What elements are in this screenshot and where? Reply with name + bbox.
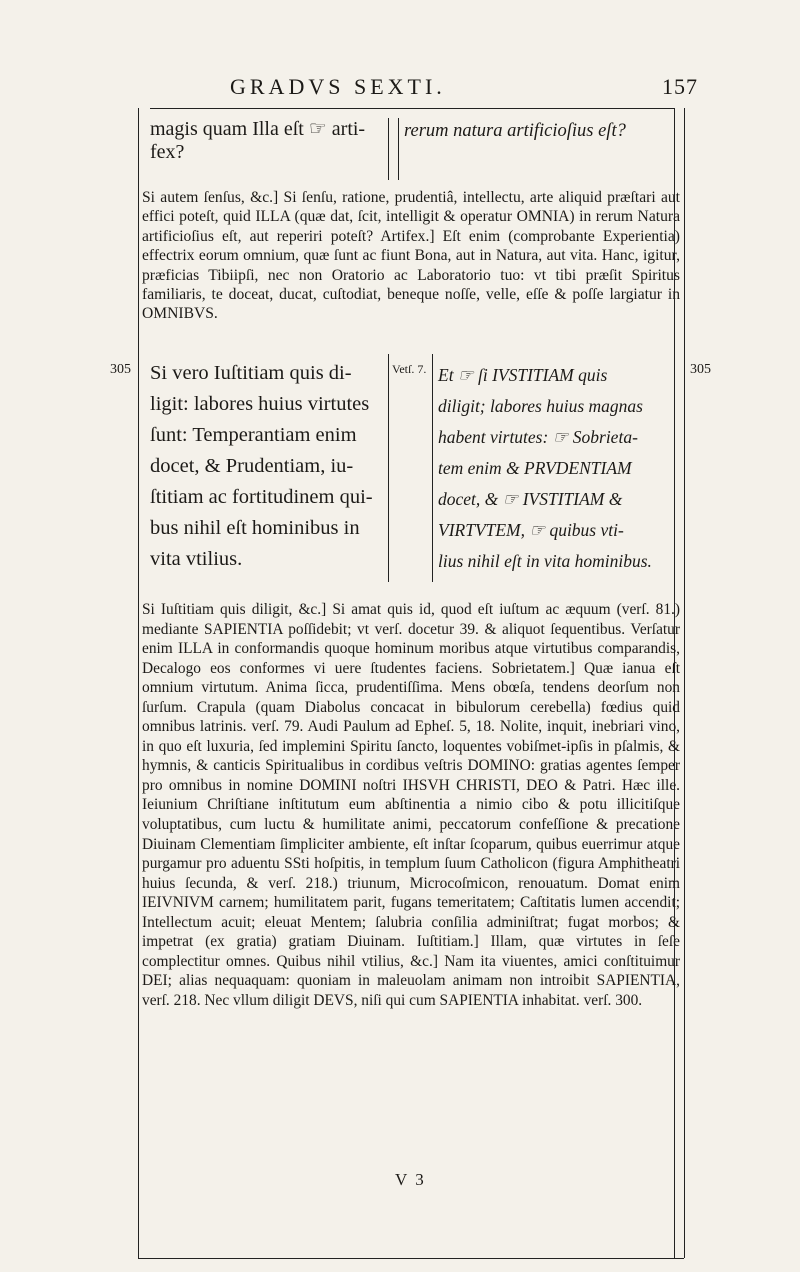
block1-right-line: rerum natura artificioſius eſt? — [404, 121, 626, 141]
block1-right-text — [404, 120, 672, 144]
verse-reference: Vetſ. 7. — [392, 362, 427, 376]
block2-right-line: diligit; labores huius magnas — [438, 396, 643, 416]
commentary-1-text: Si autem ſenſus, &c.] Si ſenſu, ratione, prudentiâ, intellectu, arte aliquid præſtari aut effici poteſt, quid ILLA (quæ dat, ſcit, intelligit & operatur OMNIA) in rerum Natura artificioſius eſt, aut reperiri poteſt? Artifex.] Eſt enim (comprobante Experientia) effectrix eorum omnium, quæ ſunt ac fiunt Bona, aut in Natura, aut vita. Hanc, igitur, præficias Tibiipſi, nec non Oratorio ac Laboratorio tuo: vt tibi præſit Spiritus familiaris, te doceat, ducat, cuſtodiat, beneque noſſe, velle, eſſe & poſſe largiatur in OMNIBVS. — [142, 189, 680, 323]
block1-left-line: fex? — [150, 141, 185, 163]
column-divider-1a — [388, 118, 389, 180]
block2-left-line: vita vtilius. — [150, 548, 243, 570]
block2-right-line: lius nihil eſt in vita hominibus. — [438, 551, 652, 571]
left-margin-number: 305 — [110, 362, 131, 377]
outer-border-rule — [684, 108, 685, 1258]
left-border-rule — [138, 108, 139, 1258]
block2-left-line: docet, & Prudentiam, iu- — [150, 455, 354, 477]
block2-right-line: Et ☞ ſi IVSTITIAM quis — [438, 365, 608, 385]
page-number: 157 — [662, 74, 698, 99]
header-rule — [150, 108, 674, 109]
block2-right-line: tem enim & PRVDENTIAM — [438, 458, 632, 478]
running-head-title: GRADVS SEXTI. — [230, 74, 446, 99]
block2-left-line: bus nihil eſt hominibus in — [150, 517, 360, 539]
bottom-rule — [138, 1258, 684, 1259]
block2-left-line: Si vero Iuſtitiam quis di- — [150, 362, 352, 384]
column-divider-1b — [398, 118, 399, 180]
commentary-2 — [142, 600, 680, 1010]
block2-left-line: ligit: labores huius virtutes — [150, 393, 370, 415]
right-margin-number: 305 — [690, 362, 711, 377]
commentary-1 — [142, 188, 680, 324]
commentary-2-text: Si Iuſtitiam quis diligit, &c.] Si amat quis id, quod eſt iuſtum ac æquum (verſ. 81.) mediante SAPIENTIA poſſidebit; vt verſ. docetur 39. & aliquot ſequentibus. Verſatur enim ILLA in conformandis quoque hominum moribus atque virtutibus comparandis, Decalogo eos conformes vi uere ſtudentes faciens. Sobrietatem.] Quæ ianua eſt omnium virtutum. Anima ſicca, prudentiſſima. Mens obœſa, tendens deorſum non ſurſum. Crapula (quam Diabolus concacat in bibulorum cerebella) fœdius quid omnibus latrinis. verſ. 79. Audi Paulum ad Epheſ. 5, 18. Nolite, inquit, inebriari vino, in quo eſt luxuria, ſed implemini Spiritu ſancto, loquentes vobiſmet-ipſis in pſalmis, & hymnis, & canticis Spiritualibus in cordibus veſtris DOMINO: gratias agentes ſemper pro omnibus in nomine DOMINI noſtri IHSVH CHRISTI, DEO & Patri. Hæc ille. Ieiunium Chriſtiane inſtitutum eum abſtinentia a nimio cibo & potu illicitiſque voluptatibus, cum luctu & humilitate animi, peccatorum confeſſione & precatione Diuinam Clementiam ſimpliciter ambiente, eſt inſtar ſcoparum, quibus euerrimur atque purgamur pro aduentu SSti hoſpitis, in templum ſuum Catholicon (figura Amphitheatri huius ſecunda, & verſ. 218.) triunum, Microcoſmicon, renouatum. Domat enim IEIVNIVM carnem; humilitatem parit, fugans temeritatem; Caſtitatis lumen accendit; Intellectum acuit; eleuat Mentem; ſalubria conſilia adminiſtrat; fugat morbos; & impetrat (ex gratia) gratiam Diuinam. Iuſtitiam.] Illam, quæ virtutes in ſeſe complectitur omnes. Quibus nihil vtilius, &c.] Nam ita viuentes, amici conſtituimur DEI; alias nequaquam: quoniam in maleuolam animam non introibit SAPIENTIA, verſ. 218. Nec vllum diligit DEVS, niſi qui cum SAPIENTIA inhabitat. verſ. 300. — [142, 601, 680, 1009]
block2-right-line: VIRTVTEM, ☞ quibus vti- — [438, 520, 624, 540]
column-divider-2a — [388, 354, 389, 582]
block1-left-line: magis quam Illa eſt ☞ arti- — [150, 118, 366, 140]
block2-left-line: ſunt: Temperantiam enim — [150, 424, 357, 446]
block2-left-line: ſtitiam ac fortitudinem qui- — [150, 486, 373, 508]
block1-left-text — [150, 118, 382, 164]
column-divider-2b — [432, 354, 433, 582]
signature-mark: V 3 — [395, 1170, 426, 1189]
block2-right-line: docet, & ☞ IVSTITIAM & — [438, 489, 623, 509]
block2-left-text — [150, 358, 382, 575]
block2-right-text — [438, 360, 672, 577]
block2-right-line: habent virtutes: ☞ Sobrieta- — [438, 427, 638, 447]
